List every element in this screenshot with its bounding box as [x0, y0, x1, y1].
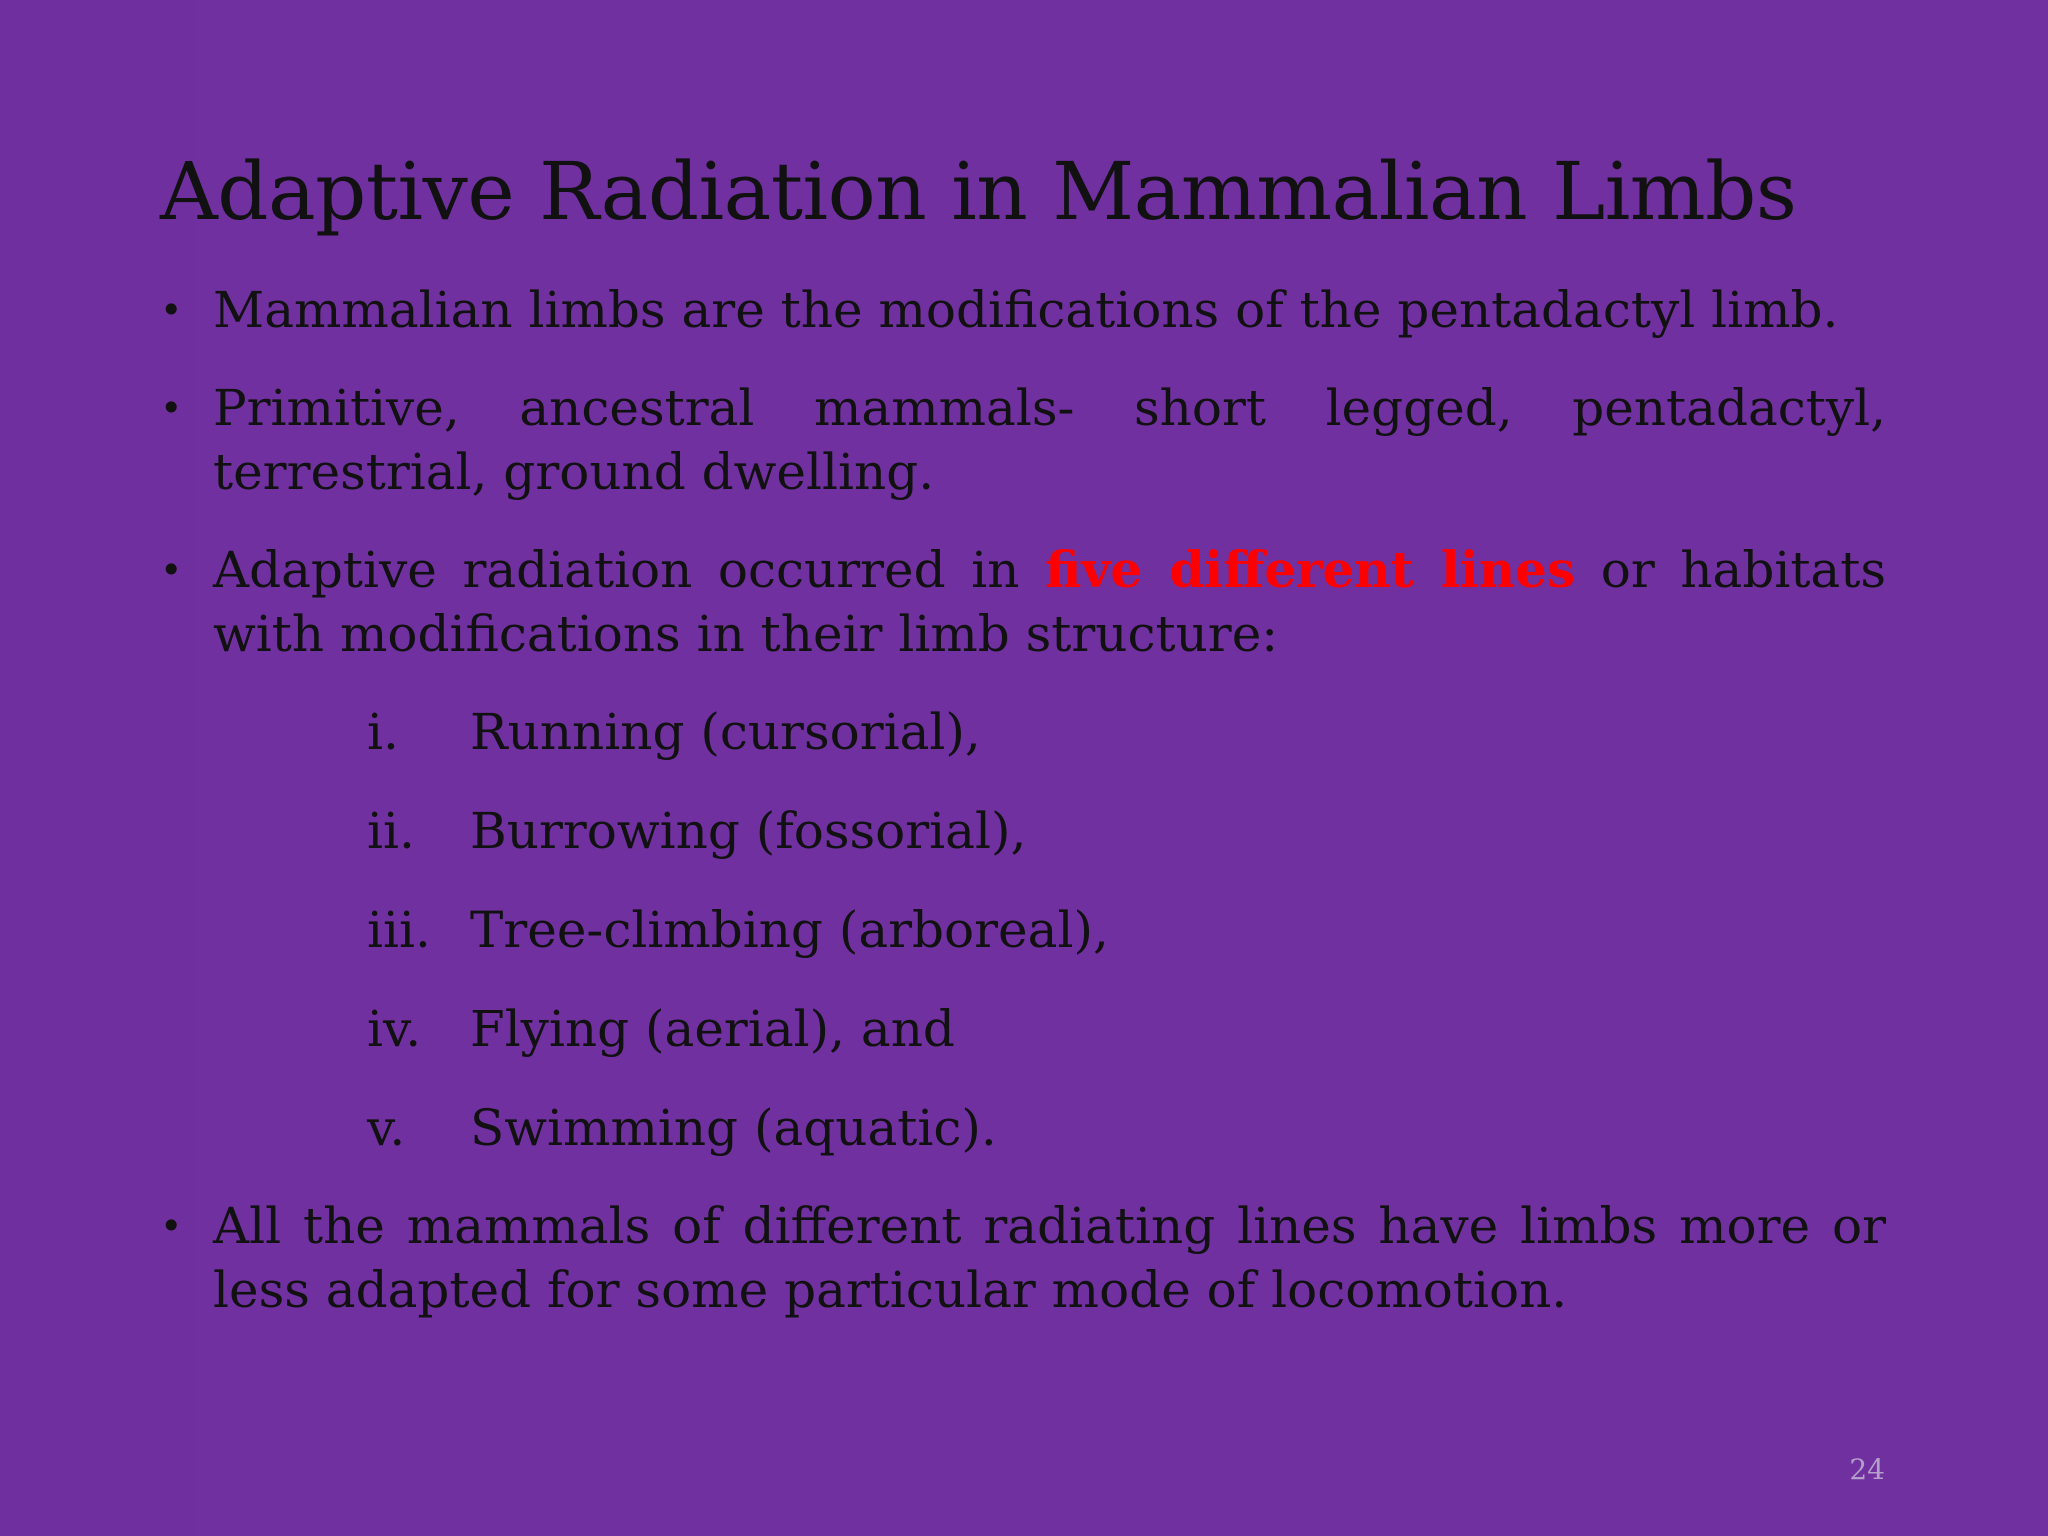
- bullet-item: [160, 376, 1886, 504]
- habitat-list-item: [160, 997, 1886, 1061]
- bullet-item: [160, 278, 1886, 342]
- list-number: iii.: [367, 901, 431, 959]
- habitat-list-item: [160, 1096, 1886, 1160]
- habitat-list: [160, 700, 1886, 1160]
- bullet-icon: •: [160, 386, 183, 430]
- list-number: iv.: [367, 1000, 422, 1058]
- bullet-icon: •: [160, 288, 183, 332]
- slide-title: Adaptive Radiation in Mammalian Limbs: [160, 144, 1797, 238]
- bullet-item: [160, 538, 1886, 666]
- bullet-text-after-highlight: or habitats with modifications in their limb structure:: [213, 541, 1886, 663]
- bullet-text: Primitive, ancestral mammals- short legged, pentadactyl, terrestrial, ground dwelling.: [213, 379, 1886, 501]
- bullet-text: Mammalian limbs are the modifications of the pentadactyl limb.: [213, 281, 1839, 339]
- bullet-text: All the mammals of different radiating lines have limbs more or less adapted for some particular mode of locomotion.: [213, 1197, 1886, 1319]
- slide-page-number: 24: [1849, 1453, 1885, 1486]
- highlighted-text: five different lines: [1045, 540, 1576, 599]
- list-number: i.: [367, 703, 399, 761]
- bullet-text-before-highlight: Adaptive radiation occurred in: [213, 541, 1046, 599]
- list-text: Burrowing (fossorial),: [470, 802, 1027, 860]
- habitat-list-item: [160, 700, 1886, 764]
- bullet-icon: •: [160, 1204, 183, 1248]
- list-text: Swimming (aquatic).: [470, 1099, 997, 1157]
- list-text: Running (cursorial),: [470, 703, 981, 761]
- habitat-list-item: [160, 898, 1886, 962]
- list-text: Flying (aerial), and: [470, 1000, 955, 1058]
- list-number: v.: [367, 1099, 406, 1157]
- bullet-item: [160, 1194, 1886, 1322]
- slide-content: [160, 278, 1886, 1356]
- bullet-icon: •: [160, 548, 183, 592]
- list-number: ii.: [367, 802, 415, 860]
- habitat-list-item: [160, 799, 1886, 863]
- list-text: Tree-climbing (arboreal),: [470, 901, 1109, 959]
